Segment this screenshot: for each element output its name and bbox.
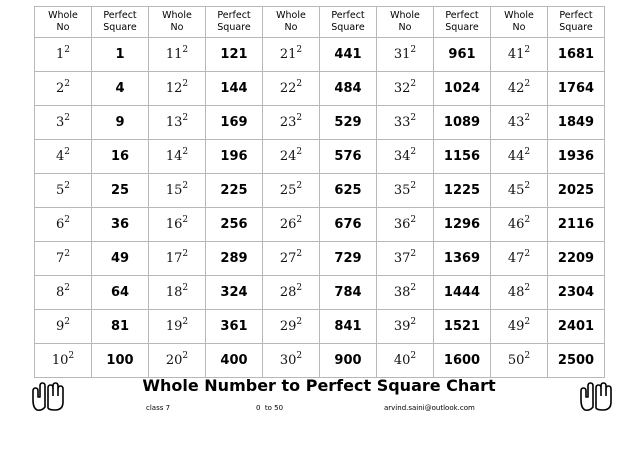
table-row <box>35 174 605 208</box>
whole-number-cell <box>491 276 548 310</box>
whole-number-cell <box>35 208 92 242</box>
header-whole-no: Whole No <box>491 7 548 38</box>
perfect-square-cell: 1444 <box>434 276 491 310</box>
perfect-square-cell: 841 <box>320 310 377 344</box>
perfect-square-cell: 1521 <box>434 310 491 344</box>
perfect-square-cell: 225 <box>206 174 263 208</box>
base-number: 5 <box>55 183 65 198</box>
base-number: 3 <box>55 115 65 130</box>
base-number: 12 <box>165 81 183 96</box>
exponent: 2 <box>296 283 303 293</box>
exponent: 2 <box>64 317 70 327</box>
whole-number-cell <box>35 106 92 140</box>
exponent: 2 <box>296 147 303 157</box>
perfect-square-cell: 100 <box>92 344 149 378</box>
base-number: 35 <box>393 183 411 198</box>
base-number: 47 <box>507 251 525 266</box>
base-number: 41 <box>507 47 525 62</box>
exponent: 2 <box>296 351 303 361</box>
base-number: 15 <box>165 183 183 198</box>
perfect-square-cell: 196 <box>206 140 263 174</box>
exponent: 2 <box>182 283 189 293</box>
whole-number-cell <box>491 208 548 242</box>
exponent: 2 <box>182 45 189 55</box>
base-number: 27 <box>279 251 297 266</box>
exponent: 2 <box>524 45 531 55</box>
header-perfect-square: Perfect Square <box>206 7 263 38</box>
whole-number-cell <box>263 242 320 276</box>
exponent: 2 <box>296 45 303 55</box>
base-number: 13 <box>165 115 183 130</box>
perfect-square-cell: 36 <box>92 208 149 242</box>
whole-number-cell <box>491 310 548 344</box>
whole-number-cell <box>377 140 434 174</box>
perfect-square-cell: 64 <box>92 276 149 310</box>
exponent: 2 <box>296 79 303 89</box>
whole-number-cell <box>149 140 206 174</box>
perfect-square-cell: 1156 <box>434 140 491 174</box>
whole-number-cell <box>263 344 320 378</box>
exponent: 2 <box>64 45 70 55</box>
whole-number-cell <box>149 174 206 208</box>
exponent: 2 <box>182 181 189 191</box>
whole-number-cell <box>35 38 92 72</box>
base-number: 26 <box>279 217 297 232</box>
table-row <box>35 208 605 242</box>
header-perfect-square: Perfect Square <box>92 7 149 38</box>
base-number: 25 <box>279 183 297 198</box>
whole-number-cell <box>149 208 206 242</box>
perfect-square-cell: 484 <box>320 72 377 106</box>
exponent: 2 <box>410 181 417 191</box>
whole-number-cell <box>35 310 92 344</box>
perfect-square-cell: 2209 <box>548 242 605 276</box>
perfect-square-cell: 729 <box>320 242 377 276</box>
whole-number-cell <box>377 174 434 208</box>
perfect-square-cell: 676 <box>320 208 377 242</box>
whole-number-cell <box>149 242 206 276</box>
whole-number-cell <box>263 310 320 344</box>
base-number: 36 <box>393 217 411 232</box>
perfect-square-cell: 441 <box>320 38 377 72</box>
perfect-square-cell: 9 <box>92 106 149 140</box>
base-number: 48 <box>507 285 525 300</box>
exponent: 2 <box>410 45 417 55</box>
exponent: 2 <box>524 215 531 225</box>
whole-number-cell <box>491 72 548 106</box>
header-whole-no: Whole No <box>35 7 92 38</box>
whole-number-cell <box>149 38 206 72</box>
base-number: 28 <box>279 285 297 300</box>
perfect-square-cell: 900 <box>320 344 377 378</box>
exponent: 2 <box>64 215 70 225</box>
exponent: 2 <box>524 147 531 157</box>
exponent: 2 <box>64 249 70 259</box>
base-number: 16 <box>165 217 183 232</box>
base-number: 22 <box>279 81 297 96</box>
class-label: class 7 <box>146 404 171 412</box>
perfect-square-table <box>34 6 605 378</box>
exponent: 2 <box>524 351 531 361</box>
author-email: arvind.saini@outlook.com <box>384 404 475 412</box>
whole-number-cell <box>35 276 92 310</box>
base-number: 2 <box>55 81 65 96</box>
base-number: 6 <box>55 217 65 232</box>
exponent: 2 <box>64 181 70 191</box>
base-number: 34 <box>393 149 411 164</box>
base-number: 9 <box>55 319 65 334</box>
table-row <box>35 242 605 276</box>
exponent: 2 <box>524 283 531 293</box>
perfect-square-cell: 16 <box>92 140 149 174</box>
base-number: 50 <box>507 353 525 368</box>
exponent: 2 <box>296 317 303 327</box>
perfect-square-cell: 289 <box>206 242 263 276</box>
exponent: 2 <box>68 351 75 361</box>
table-row <box>35 344 605 378</box>
whole-number-cell <box>491 140 548 174</box>
base-number: 38 <box>393 285 411 300</box>
whole-number-cell <box>35 140 92 174</box>
exponent: 2 <box>410 113 417 123</box>
perfect-square-cell: 324 <box>206 276 263 310</box>
base-number: 8 <box>55 285 65 300</box>
perfect-square-cell: 121 <box>206 38 263 72</box>
whole-number-cell <box>377 344 434 378</box>
exponent: 2 <box>182 147 189 157</box>
whole-number-cell <box>263 140 320 174</box>
exponent: 2 <box>182 79 189 89</box>
table-row <box>35 106 605 140</box>
perfect-square-cell: 400 <box>206 344 263 378</box>
whole-number-cell <box>149 72 206 106</box>
base-number: 23 <box>279 115 297 130</box>
perfect-square-cell: 1600 <box>434 344 491 378</box>
base-number: 39 <box>393 319 411 334</box>
perfect-square-cell: 2116 <box>548 208 605 242</box>
exponent: 2 <box>524 317 531 327</box>
perfect-square-cell: 1089 <box>434 106 491 140</box>
perfect-square-cell: 784 <box>320 276 377 310</box>
whole-number-cell <box>491 242 548 276</box>
base-number: 4 <box>55 149 65 164</box>
base-number: 14 <box>165 149 183 164</box>
exponent: 2 <box>410 147 417 157</box>
whole-number-cell <box>491 344 548 378</box>
exponent: 2 <box>182 113 189 123</box>
header-perfect-square: Perfect Square <box>548 7 605 38</box>
header-whole-no: Whole No <box>149 7 206 38</box>
exponent: 2 <box>64 147 70 157</box>
exponent: 2 <box>410 215 417 225</box>
whole-number-cell <box>263 208 320 242</box>
exponent: 2 <box>64 283 70 293</box>
whole-number-cell <box>263 72 320 106</box>
whole-number-cell <box>35 174 92 208</box>
whole-number-cell <box>149 276 206 310</box>
whole-number-cell <box>377 208 434 242</box>
hand-signal-icon <box>578 380 616 412</box>
whole-number-cell <box>263 174 320 208</box>
exponent: 2 <box>524 181 531 191</box>
table-row <box>35 38 605 72</box>
perfect-square-cell: 256 <box>206 208 263 242</box>
base-number: 29 <box>279 319 297 334</box>
whole-number-cell <box>491 38 548 72</box>
perfect-square-cell: 4 <box>92 72 149 106</box>
whole-number-cell <box>491 174 548 208</box>
base-number: 33 <box>393 115 411 130</box>
base-number: 17 <box>165 251 183 266</box>
base-number: 24 <box>279 149 297 164</box>
table-body <box>35 38 605 378</box>
exponent: 2 <box>296 249 303 259</box>
whole-number-cell <box>149 310 206 344</box>
whole-number-cell <box>35 344 92 378</box>
whole-number-cell <box>263 106 320 140</box>
perfect-square-cell: 1681 <box>548 38 605 72</box>
perfect-square-cell: 1 <box>92 38 149 72</box>
whole-number-cell <box>263 276 320 310</box>
whole-number-cell <box>149 106 206 140</box>
base-number: 1 <box>55 47 65 62</box>
perfect-square-cell: 1296 <box>434 208 491 242</box>
base-number: 20 <box>165 353 183 368</box>
exponent: 2 <box>296 181 303 191</box>
perfect-square-cell: 2401 <box>548 310 605 344</box>
exponent: 2 <box>524 79 531 89</box>
table-header-row <box>35 7 605 38</box>
base-number: 40 <box>393 353 411 368</box>
base-number: 46 <box>507 217 525 232</box>
header-whole-no: Whole No <box>377 7 434 38</box>
base-number: 11 <box>165 47 183 62</box>
base-number: 49 <box>507 319 525 334</box>
perfect-square-cell: 1369 <box>434 242 491 276</box>
base-number: 19 <box>165 319 183 334</box>
perfect-square-cell: 1936 <box>548 140 605 174</box>
perfect-square-cell: 961 <box>434 38 491 72</box>
perfect-square-cell: 2025 <box>548 174 605 208</box>
exponent: 2 <box>296 113 303 123</box>
whole-number-cell <box>149 344 206 378</box>
exponent: 2 <box>524 113 531 123</box>
perfect-square-cell: 144 <box>206 72 263 106</box>
whole-number-cell <box>377 38 434 72</box>
whole-number-cell <box>377 242 434 276</box>
exponent: 2 <box>410 79 417 89</box>
perfect-square-cell: 1849 <box>548 106 605 140</box>
exponent: 2 <box>182 317 189 327</box>
perfect-square-cell: 529 <box>320 106 377 140</box>
exponent: 2 <box>410 317 417 327</box>
whole-number-cell <box>35 242 92 276</box>
table-row <box>35 310 605 344</box>
header-perfect-square: Perfect Square <box>434 7 491 38</box>
whole-number-cell <box>377 310 434 344</box>
whole-number-cell <box>377 276 434 310</box>
whole-number-cell <box>377 72 434 106</box>
exponent: 2 <box>64 79 70 89</box>
exponent: 2 <box>410 351 417 361</box>
base-number: 42 <box>507 81 525 96</box>
exponent: 2 <box>182 351 189 361</box>
perfect-square-cell: 1024 <box>434 72 491 106</box>
perfect-square-cell: 625 <box>320 174 377 208</box>
table-row <box>35 72 605 106</box>
base-number: 31 <box>393 47 411 62</box>
perfect-square-cell: 361 <box>206 310 263 344</box>
base-number: 43 <box>507 115 525 130</box>
perfect-square-cell: 2500 <box>548 344 605 378</box>
base-number: 21 <box>279 47 297 62</box>
base-number: 18 <box>165 285 183 300</box>
chart-title: Whole Number to Perfect Square Chart <box>142 376 496 395</box>
exponent: 2 <box>182 249 189 259</box>
exponent: 2 <box>410 283 417 293</box>
exponent: 2 <box>524 249 531 259</box>
perfect-square-cell: 2304 <box>548 276 605 310</box>
perfect-square-cell: 1764 <box>548 72 605 106</box>
base-number: 45 <box>507 183 525 198</box>
base-number: 32 <box>393 81 411 96</box>
exponent: 2 <box>410 249 417 259</box>
perfect-square-cell: 81 <box>92 310 149 344</box>
base-number: 7 <box>55 251 65 266</box>
whole-number-cell <box>491 106 548 140</box>
perfect-square-cell: 1225 <box>434 174 491 208</box>
base-number: 10 <box>51 353 69 368</box>
base-number: 30 <box>279 353 297 368</box>
whole-number-cell <box>377 106 434 140</box>
whole-number-cell <box>35 72 92 106</box>
header-whole-no: Whole No <box>263 7 320 38</box>
table-row <box>35 140 605 174</box>
perfect-square-cell: 576 <box>320 140 377 174</box>
range-label: 0 to 50 <box>256 404 284 412</box>
whole-number-cell <box>263 38 320 72</box>
header-perfect-square: Perfect Square <box>320 7 377 38</box>
exponent: 2 <box>182 215 189 225</box>
perfect-square-cell: 25 <box>92 174 149 208</box>
perfect-square-cell: 169 <box>206 106 263 140</box>
table-row <box>35 276 605 310</box>
base-number: 37 <box>393 251 411 266</box>
exponent: 2 <box>296 215 303 225</box>
perfect-square-cell: 49 <box>92 242 149 276</box>
exponent: 2 <box>64 113 70 123</box>
base-number: 44 <box>507 149 525 164</box>
